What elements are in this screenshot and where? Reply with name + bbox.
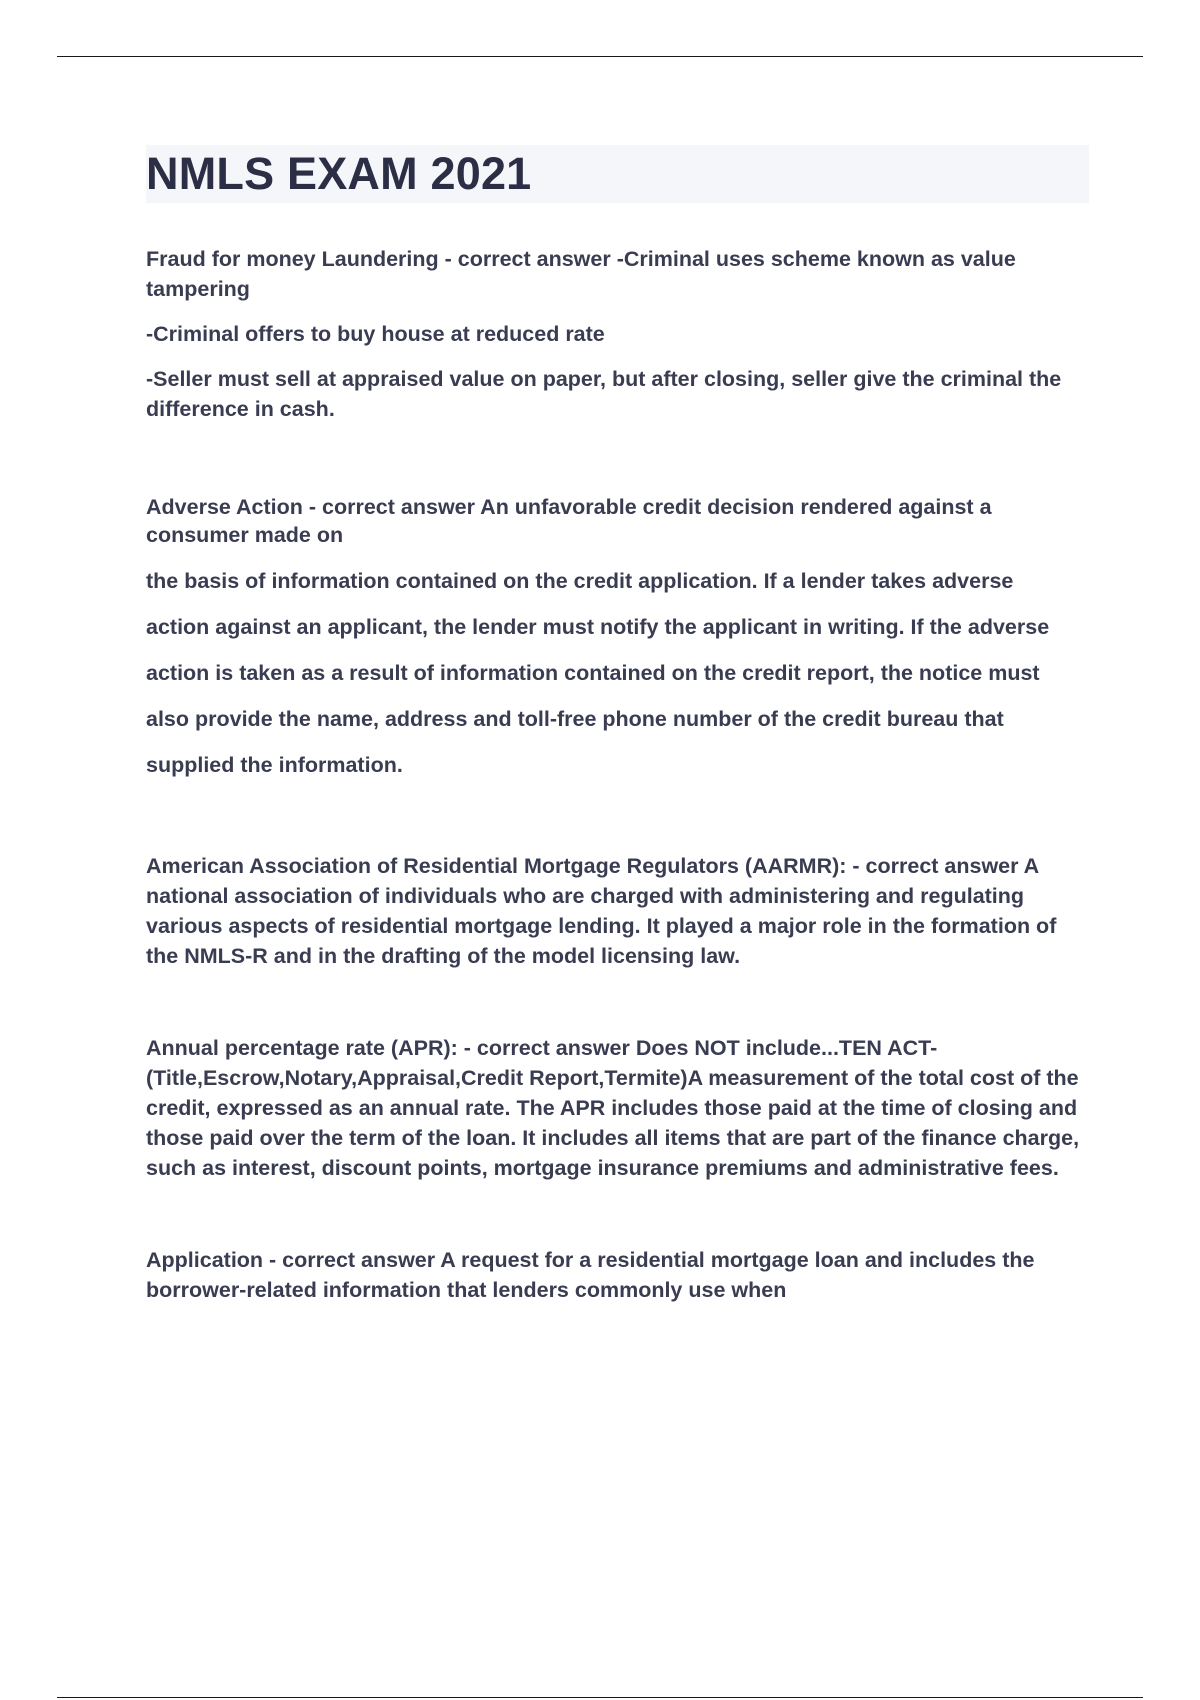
page-title: NMLS EXAM 2021 bbox=[146, 148, 532, 199]
entry-paragraph: -Seller must sell at appraised value on paper, but after closing, seller give the criminal the difference in cash. bbox=[146, 367, 1062, 421]
section-gap bbox=[146, 1183, 1091, 1245]
entry-paragraph: -Criminal offers to buy house at reduced rate bbox=[146, 322, 605, 346]
section-gap bbox=[146, 797, 1091, 851]
entry-adverse-action bbox=[146, 493, 1091, 779]
entry-application bbox=[146, 1245, 1091, 1305]
entry-aarmr bbox=[146, 851, 1091, 971]
section-gap bbox=[146, 971, 1091, 1033]
entry-paragraph: supplied the information. bbox=[146, 753, 403, 777]
entry-paragraph: action against an applicant, the lender must notify the applicant in writing. If the adverse bbox=[146, 615, 1050, 639]
entry-paragraph: also provide the name, address and toll-free phone number of the credit bureau that bbox=[146, 707, 1004, 731]
section-gap bbox=[146, 439, 1091, 493]
entry-paragraph: Annual percentage rate (APR): - correct answer Does NOT include...TEN ACT-(Title,Escrow,Notary,Appraisal,Credit Report,Termite)A measurement of the total cost of the credit, expressed as an annual rate. The APR includes those paid at the time of closing and those paid over the term of the loan. It includes all items that are part of the finance charge, such as interest, discount points, mortgage insurance premiums and administrative fees. bbox=[146, 1036, 1080, 1180]
entry-paragraph: American Association of Residential Mortgage Regulators (AARMR): - correct answer A national association of individuals who are charged with administering and regulating various aspects of residential mortgage lending. It played a major role in the formation of the NMLS-R and in the drafting of the model licensing law. bbox=[146, 854, 1057, 968]
entry-paragraph: action is taken as a result of information contained on the credit report, the notice must bbox=[146, 661, 1040, 685]
entry-paragraph: Application - correct answer A request for a residential mortgage loan and includes the borrower-related information that lenders commonly use when bbox=[146, 1248, 1035, 1302]
document-body bbox=[146, 244, 1091, 1305]
entry-fraud-money-laundering bbox=[146, 244, 1091, 424]
entry-paragraph: Adverse Action - correct answer An unfavorable credit decision rendered against a consumer made on bbox=[146, 495, 992, 547]
entry-paragraph: the basis of information contained on the credit application. If a lender takes adverse bbox=[146, 569, 1014, 593]
top-rule bbox=[57, 56, 1143, 57]
entry-paragraph: Fraud for money Laundering - correct answer -Criminal uses scheme known as value tampering bbox=[146, 247, 1016, 301]
bottom-rule bbox=[57, 1697, 1143, 1698]
entry-apr bbox=[146, 1033, 1091, 1183]
